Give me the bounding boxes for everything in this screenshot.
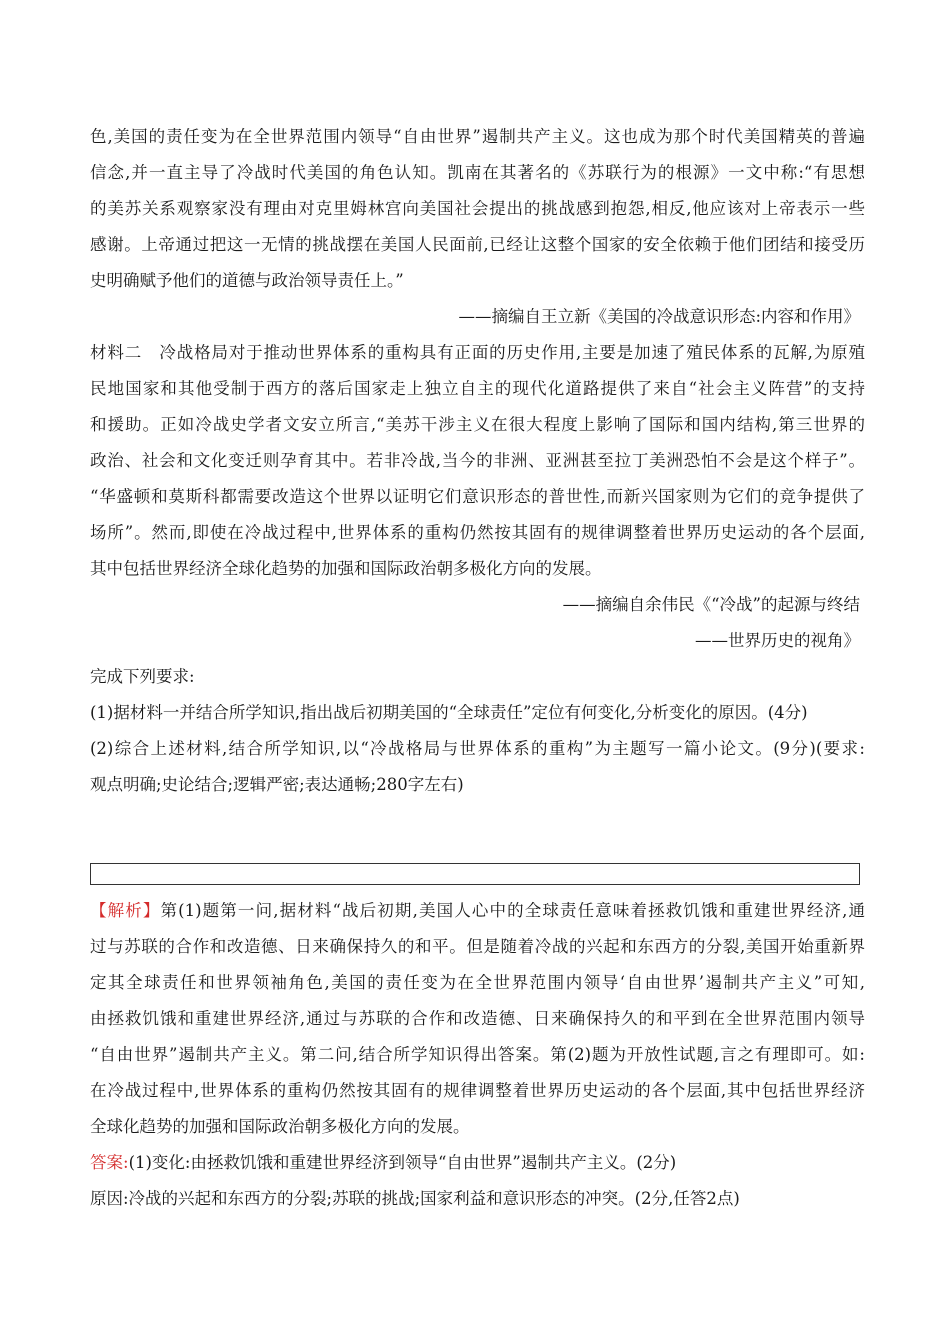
question-1: (1)据材料一并结合所学知识,指出战后初期美国的“全球责任”定位有何变化,分析变化的原因。(4分)	[90, 703, 808, 722]
material1-line: 史明确赋予他们的道德与政治领导责任上。”	[90, 271, 404, 290]
question-2-line2: 观点明确;史论结合;逻辑严密;表达通畅;280字左右)	[90, 775, 464, 794]
answer-label: 答案:	[90, 1153, 129, 1172]
material2-line: 政治、社会和文化变迁则孕育其中。若非冷战,当今的非洲、亚洲甚至拉丁美洲恐怕不会是这个样子”。	[90, 451, 865, 470]
analysis-line: “自由世界”遏制共产主义。第二问,结合所学知识得出答案。第(2)题为开放性试题,言之有理即可。如:	[90, 1045, 865, 1064]
material2-source-line2: ——世界历史的视角》	[695, 631, 860, 650]
analysis-line: 过与苏联的合作和改造德、日来确保持久的和平。但是随着冷战的兴起和东西方的分裂,美国开始重新界	[90, 937, 865, 956]
material1-line: 的美苏关系观察家没有理由对克里姆林宫向美国社会提出的挑战感到抱怨,相反,他应该对上帝表示一些	[90, 199, 865, 218]
material1-line: 信念,并一直主导了冷战时代美国的角色认知。凯南在其著名的《苏联行为的根源》一文中称:“有思想	[90, 163, 865, 182]
answer-line1-text: (1)变化:由拯救饥饿和重建世界经济到领导“自由世界”遏制共产主义。(2分)	[128, 1153, 677, 1172]
answer-line2: 原因:冷战的兴起和东西方的分裂;苏联的挑战;国家利益和意识形态的冲突。(2分,任答2点)	[90, 1189, 740, 1208]
material2-line: 场所”。然而,即使在冷战过程中,世界体系的重构仍然按其固有的规律调整着世界历史运动的各个层面,	[90, 523, 865, 542]
material2-line: 材料二 冷战格局对于推动世界体系的重构具有正面的历史作用,主要是加速了殖民体系的瓦解,为原殖	[90, 343, 865, 362]
material2-line: 民地国家和其他受制于西方的落后国家走上独立自主的现代化道路提供了来自“社会主义阵营”的支持	[90, 379, 865, 398]
material2-source-line1: ——摘编自余伟民《“冷战”的起源与终结	[562, 595, 860, 614]
analysis-first-line-text: 第(1)题第一问,据材料“战后初期,美国人心中的全球责任意味着拯救饥饿和重建世界经济,通	[160, 901, 865, 920]
analysis-line: 由拯救饥饿和重建世界经济,通过与苏联的合作和改造德、日来确保持久的和平到在全世界范围内领导	[90, 1009, 865, 1028]
material1-line: 色,美国的责任变为在全世界范围内领导“自由世界”遏制共产主义。这也成为那个时代美国精英的普遍	[90, 127, 865, 146]
material2-line: 和援助。正如冷战史学者文安立所言,“美苏干涉主义在很大程度上影响了国际和国内结构,第三世界的	[90, 415, 865, 434]
material1-line: 感谢。上帝通过把这一无情的挑战摆在美国人民面前,已经让这整个国家的安全依赖于他们团结和接受历	[90, 235, 865, 254]
divider-box	[90, 863, 860, 885]
analysis-first-line	[90, 900, 865, 922]
material1-source: ——摘编自王立新《美国的冷战意识形态:内容和作用》	[458, 307, 860, 326]
analysis-label: 【解析】	[90, 901, 161, 920]
analysis-line: 定其全球责任和世界领袖角色,美国的责任变为在全世界范围内领导‘自由世界’遏制共产主义”可知,	[90, 973, 865, 992]
material2-line: 其中包括世界经济全球化趋势的加强和国际政治朝多极化方向的发展。	[90, 559, 602, 578]
answer-line1	[90, 1152, 865, 1174]
analysis-line: 在冷战过程中,世界体系的重构仍然按其固有的规律调整着世界历史运动的各个层面,其中包括世界经济	[90, 1081, 865, 1100]
analysis-line: 全球化趋势的加强和国际政治朝多极化方向的发展。	[90, 1117, 470, 1136]
requirements-heading: 完成下列要求:	[90, 667, 195, 686]
question-2-line1: (2)综合上述材料,结合所学知识,以“冷战格局与世界体系的重构”为主题写一篇小论文。(9分)(要求:	[90, 739, 865, 758]
material2-line: “华盛顿和莫斯科都需要改造这个世界以证明它们意识形态的普世性,而新兴国家则为它们的竞争提供了	[90, 487, 865, 506]
